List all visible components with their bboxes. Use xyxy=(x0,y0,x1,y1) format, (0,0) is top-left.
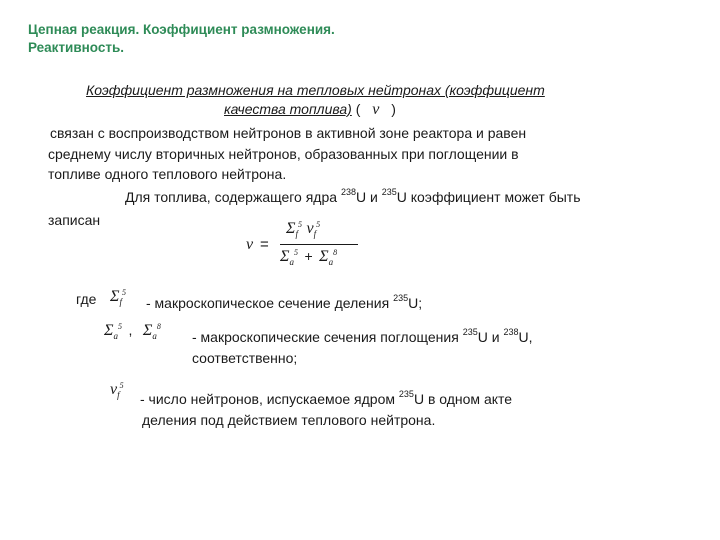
note2-symbols xyxy=(104,322,161,340)
para-line4-c: U коэффициент может быть xyxy=(396,189,581,205)
superscript-5: 5 xyxy=(119,381,124,390)
mass-number-235: 235 xyxy=(462,327,478,337)
definition-title-text: качества топлива) xyxy=(224,101,352,117)
note1-symbol xyxy=(110,288,126,306)
sigma-symbol: Σ xyxy=(104,322,114,339)
superscript-5: 5 xyxy=(122,288,127,297)
fraction-bar xyxy=(280,244,358,245)
note3-symbol xyxy=(110,381,124,399)
nu-symbol: ν xyxy=(372,101,380,118)
formula-lhs: ν xyxy=(246,236,254,253)
superscript-5: 5 xyxy=(316,220,321,229)
para-line1: связан с воспроизводством нейтронов в активной зоне реактора и равен xyxy=(50,125,527,141)
definition-title-line2 xyxy=(224,101,396,119)
note2-text xyxy=(192,329,533,345)
para-line5: записан xyxy=(48,212,101,228)
superscript-8: 8 xyxy=(156,322,161,331)
formula-numerator xyxy=(286,220,320,238)
plus-sign: + xyxy=(304,248,313,264)
sigma-symbol: Σ xyxy=(142,322,153,339)
subscript-a: a xyxy=(113,331,119,341)
superscript-5: 5 xyxy=(294,248,299,257)
nu-symbol: ν xyxy=(306,220,314,237)
note3-text xyxy=(140,391,512,407)
para-line4-a: Для топлива, содержащего ядра xyxy=(125,189,338,205)
note1-text-b: U; xyxy=(408,295,423,311)
superscript-8: 8 xyxy=(333,248,338,257)
mass-number-238: 238 xyxy=(503,327,519,337)
para-line4 xyxy=(125,189,581,205)
para-line2: среднему числу вторичных нейтронов, образованных при поглощении в xyxy=(48,146,519,162)
sigma-symbol: Σ xyxy=(110,288,120,305)
subscript-f: f xyxy=(117,390,120,400)
note3-text-b: U в одном акте xyxy=(413,391,513,407)
superscript-5: 5 xyxy=(298,220,303,229)
paren-open: ( xyxy=(355,101,361,117)
note1-text-a: - макроскопическое сечение деления xyxy=(146,295,390,311)
note3-line2: деления под действием теплового нейтрона. xyxy=(142,412,436,428)
note2-text-c: U, xyxy=(518,329,533,345)
paren-close: ) xyxy=(391,101,396,117)
sigma-symbol: Σ xyxy=(319,248,329,265)
superscript-5: 5 xyxy=(118,322,123,331)
para-line4-b: U и xyxy=(355,189,378,205)
note2-text-b: U и xyxy=(477,329,500,345)
slide-title-line2: Реактивность. xyxy=(28,40,125,55)
sigma-symbol: Σ xyxy=(286,220,296,237)
subscript-a: a xyxy=(152,331,157,341)
nu-symbol: ν xyxy=(110,381,118,398)
note1-text xyxy=(146,295,422,311)
definition-title-line1: Коэффициент размножения на тепловых нейтронах (коэффициент xyxy=(86,82,545,98)
note3-text-a: - число нейтронов, испускаемое ядром xyxy=(140,391,396,407)
comma: , xyxy=(128,322,133,338)
where-label: где xyxy=(76,291,97,307)
slide-title-line1: Цепная реакция. Коэффициент размножения. xyxy=(28,22,335,37)
formula-equals: = xyxy=(260,236,269,253)
formula xyxy=(246,220,356,276)
subscript-f: f xyxy=(295,229,299,239)
mass-number-235: 235 xyxy=(381,187,397,197)
sigma-symbol: Σ xyxy=(280,248,290,265)
subscript-a: a xyxy=(328,257,334,267)
subscript-f: f xyxy=(119,297,123,307)
mass-number-238: 238 xyxy=(340,187,356,197)
subscript-f: f xyxy=(313,229,317,239)
subscript-a: a xyxy=(289,257,295,267)
note2-text-a: - макроскопические сечения поглощения xyxy=(192,329,459,345)
mass-number-235: 235 xyxy=(398,389,414,399)
note2-line2: соответственно; xyxy=(192,350,298,366)
formula-denominator xyxy=(280,248,337,266)
para-line3: топливе одного теплового нейтрона. xyxy=(48,166,287,182)
mass-number-235: 235 xyxy=(393,293,409,303)
